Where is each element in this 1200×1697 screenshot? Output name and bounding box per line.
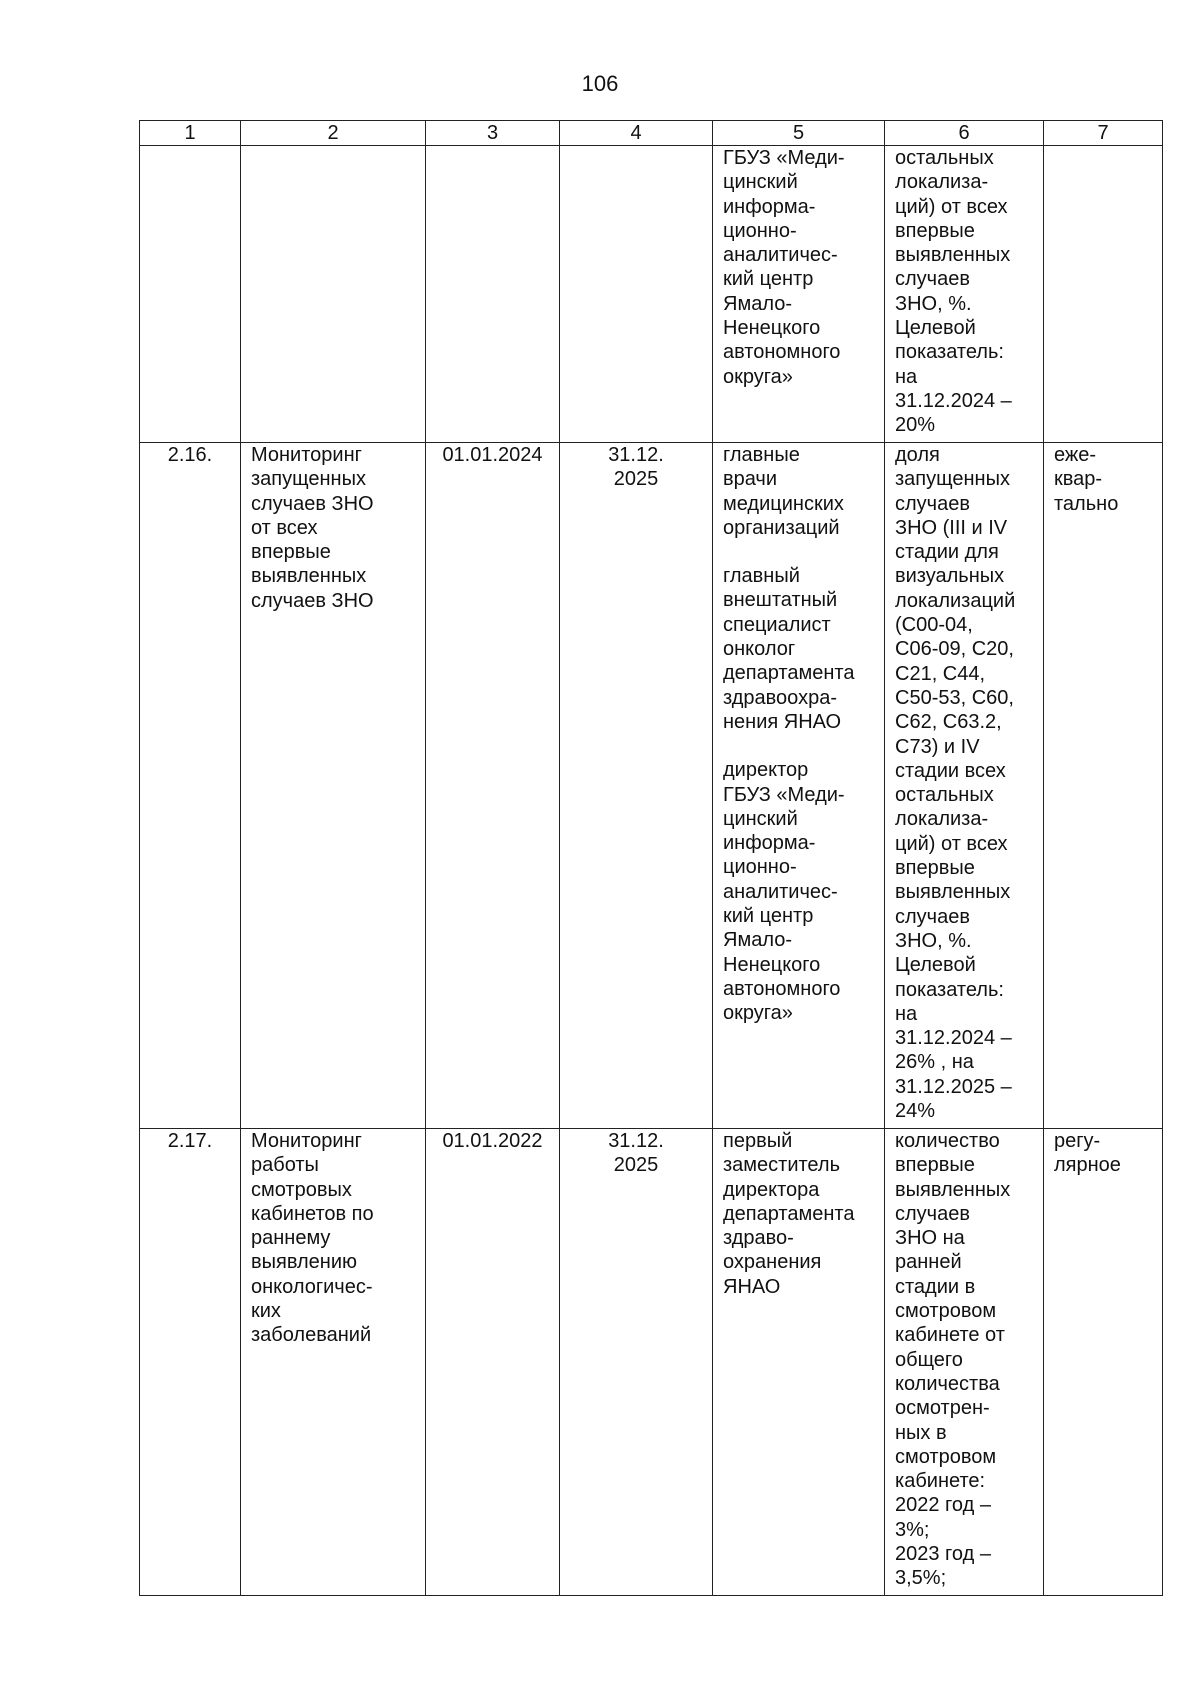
column-number: 7 bbox=[1044, 121, 1163, 146]
target-indicator: количество впервые выявленных случаев ЗНО на ранней стадии в смотровом кабинете от общего количества осмотрен- ных в смотровом кабинете: 2022 год – 3%; 2023 год – 3,5%; bbox=[885, 1129, 1044, 1596]
frequency bbox=[1044, 146, 1163, 443]
item-number: 2.17. bbox=[140, 1129, 241, 1596]
target-indicator: остальных локализа- ций) от всех впервые выявленных случаев ЗНО, %. Целевой показатель: на 31.12.2024 – 20% bbox=[885, 146, 1044, 443]
column-number: 3 bbox=[426, 121, 560, 146]
target-indicator: доля запущенных случаев ЗНО (III и IV стадии для визуальных локализаций (С00-04, С06-09, С20, С21, С44, С50-53, С60, С62, С63.2, С73) и IV стадии всех остальных локализа- ций) от всех впервые выявленных случаев ЗНО, %. Целевой показатель: на 31.12.2024 – 26% , на 31.12.2025 – 24% bbox=[885, 443, 1044, 1129]
table-row bbox=[140, 1129, 1163, 1596]
responsible-paragraph: директор ГБУЗ «Меди- цинский информа- ционно- аналитичес- кий центр Ямало- Ненецкого автономного округа» bbox=[723, 759, 845, 1025]
column-number-row bbox=[140, 121, 1163, 146]
responsible-paragraph: первый заместитель директора департамента здраво- охранения ЯНАО bbox=[723, 1130, 855, 1298]
responsible-persons bbox=[713, 1129, 885, 1596]
start-date: 01.01.2022 bbox=[426, 1129, 560, 1596]
end-date: 31.12. 2025 bbox=[560, 1129, 713, 1596]
paragraph-gap bbox=[723, 540, 874, 564]
event-description bbox=[241, 146, 426, 443]
frequency: регу- лярное bbox=[1044, 1129, 1163, 1596]
end-date: 31.12. 2025 bbox=[560, 443, 713, 1129]
item-number bbox=[140, 146, 241, 443]
responsible-paragraph: главный внештатный специалист онколог департамента здравоохра- нения ЯНАО bbox=[723, 565, 855, 733]
table-row bbox=[140, 146, 1163, 443]
responsible-persons bbox=[713, 146, 885, 443]
column-number: 2 bbox=[241, 121, 426, 146]
responsible-paragraph: главные врачи медицинских организаций bbox=[723, 444, 844, 539]
column-number: 4 bbox=[560, 121, 713, 146]
event-description: Мониторинг работы смотровых кабинетов по раннему выявлению онкологичес- ких заболеваний bbox=[241, 1129, 426, 1596]
responsible-persons bbox=[713, 443, 885, 1129]
column-number: 6 bbox=[885, 121, 1044, 146]
column-number: 1 bbox=[140, 121, 241, 146]
frequency: еже- квар- тально bbox=[1044, 443, 1163, 1129]
column-number: 5 bbox=[713, 121, 885, 146]
item-number: 2.16. bbox=[140, 443, 241, 1129]
responsible-paragraph: ГБУЗ «Меди- цинский информа- ционно- аналитичес- кий центр Ямало- Ненецкого автономного округа» bbox=[723, 147, 845, 388]
start-date bbox=[426, 146, 560, 443]
table-row bbox=[140, 443, 1163, 1129]
page-number: 106 bbox=[581, 71, 619, 96]
paragraph-gap bbox=[723, 734, 874, 758]
end-date bbox=[560, 146, 713, 443]
event-description: Мониторинг запущенных случаев ЗНО от всех впервые выявленных случаев ЗНО bbox=[241, 443, 426, 1129]
start-date: 01.01.2024 bbox=[426, 443, 560, 1129]
action-plan-table bbox=[139, 120, 1163, 1596]
